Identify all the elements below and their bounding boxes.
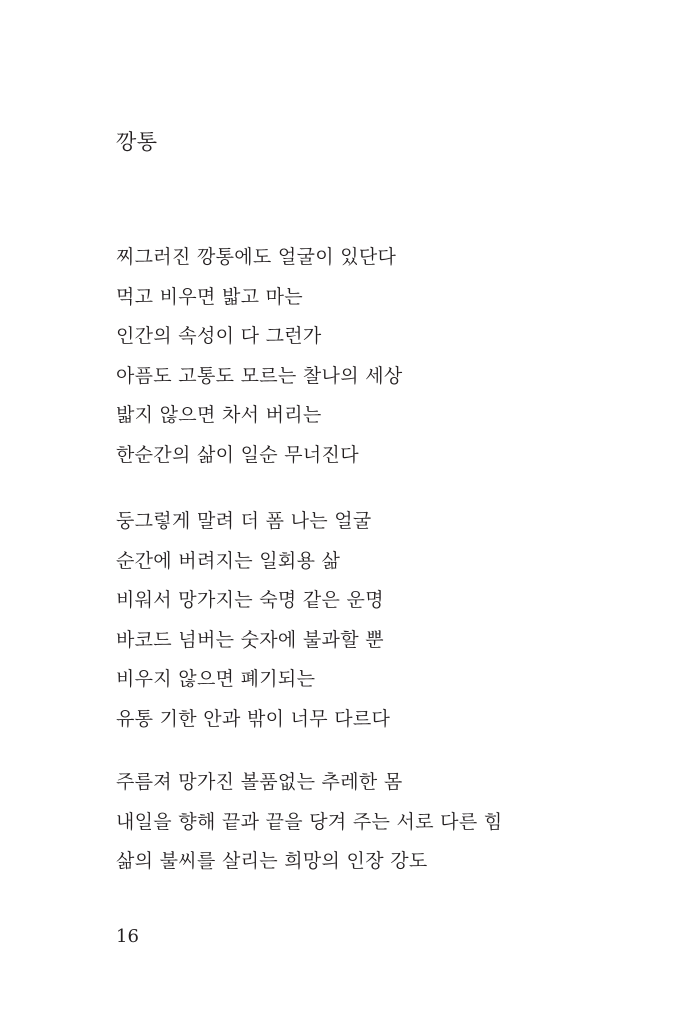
poem-line: 아픔도 고통도 모르는 찰나의 세상 [116,364,403,387]
poem-title: 깡통 [116,130,158,154]
poem-line: 먹고 비우면 밟고 마는 [116,285,303,308]
poem-line: 내일을 향해 끝과 끝을 당겨 주는 서로 다른 힘 [116,810,503,833]
stanza-3 [116,767,503,886]
poem-line: 밟지 않으면 차서 버리는 [116,404,322,426]
stanza-2 [116,506,390,743]
page-number: 16 [116,926,139,947]
poem-line: 둥그렇게 말려 더 폼 나는 얼굴 [116,510,372,532]
poem-line: 삶의 불씨를 살리는 희망의 인장 강도 [116,850,428,872]
poem-line: 인간의 속성이 다 그런가 [116,325,322,347]
poem-line: 비워서 망가지는 숙명 같은 운명 [116,589,384,611]
poem-line: 한순간의 삶이 일순 무너진다 [116,443,359,466]
poem-line: 바코드 넘버는 숫자에 불과할 뿐 [116,628,384,651]
stanza-1 [116,242,403,479]
poem-line: 비우지 않으면 폐기되는 [116,668,316,690]
poem-line: 주름져 망가진 볼품없는 추레한 몸 [116,771,403,793]
poem-line: 찌그러진 깡통에도 얼굴이 있단다 [116,246,397,268]
poem-line: 순간에 버려지는 일회용 삶 [116,549,341,572]
poem-line: 유통 기한 안과 밖이 너무 다르다 [116,707,391,730]
